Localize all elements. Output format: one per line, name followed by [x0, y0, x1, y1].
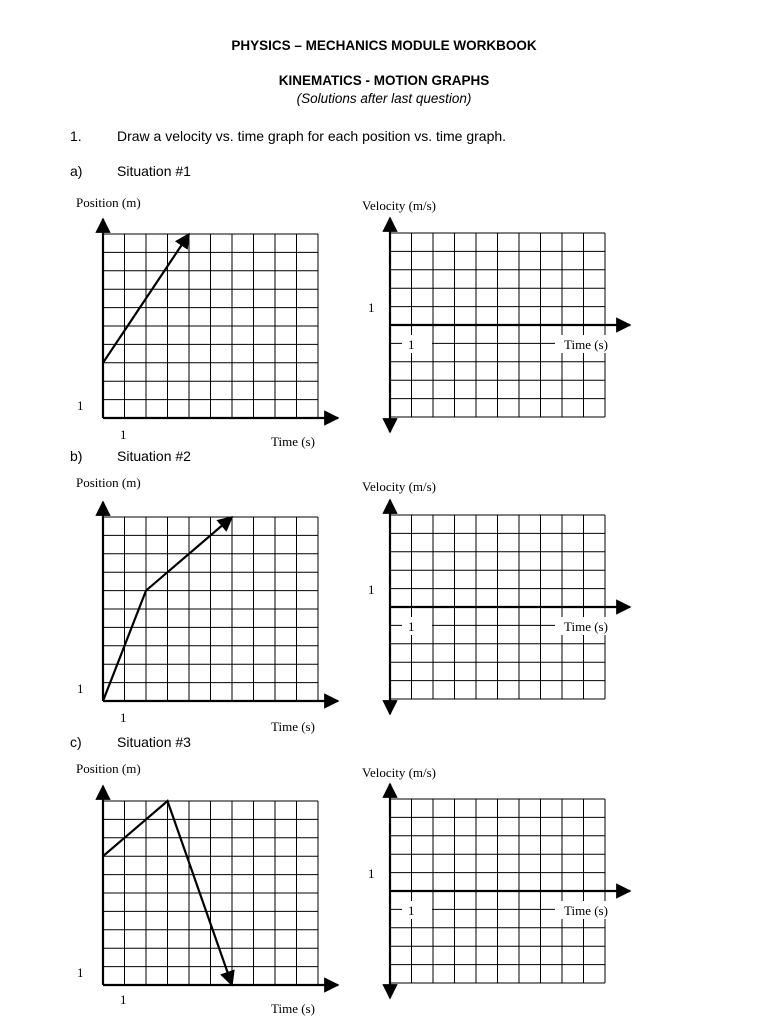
position-y-axis-label: Position (m)	[76, 475, 141, 490]
position-y-tick-label: 1	[77, 965, 84, 980]
workbook-title: PHYSICS – MECHANICS MODULE WORKBOOK	[231, 38, 537, 53]
situation-a-label: Situation #1	[117, 163, 191, 179]
situation-c-letter: c)	[70, 734, 82, 750]
velocity-x-tick-label: 1	[408, 337, 415, 352]
position-x-tick-label: 1	[120, 427, 127, 442]
question-number: 1.	[70, 128, 82, 144]
velocity-y-axis-label: Velocity (m/s)	[362, 198, 437, 213]
situation-c-label: Situation #3	[117, 734, 191, 750]
velocity-y-tick-label: 1	[368, 582, 375, 597]
situation-b-label: Situation #2	[117, 448, 191, 464]
position-x-axis-label: Time (s)	[271, 434, 315, 449]
solutions-note: (Solutions after last question)	[296, 91, 472, 106]
velocity-tick-label-box	[402, 617, 432, 635]
section-title: KINEMATICS - MOTION GRAPHS	[278, 73, 490, 88]
velocity-x-tick-label: 1	[408, 903, 415, 918]
velocity-y-tick-label: 1	[368, 866, 375, 881]
velocity-x-tick-label: 1	[408, 619, 415, 634]
position-x-axis-label: Time (s)	[271, 1001, 315, 1016]
position-y-axis-label: Position (m)	[76, 761, 141, 776]
situation-b-letter: b)	[70, 448, 83, 464]
velocity-tick-label-box	[402, 901, 432, 919]
position-x-tick-label: 1	[120, 710, 127, 725]
question-text: Draw a velocity vs. time graph for each position vs. time graph.	[117, 128, 507, 144]
position-y-tick-label: 1	[77, 398, 84, 413]
position-x-tick-label: 1	[120, 992, 127, 1007]
velocity-y-axis-label: Velocity (m/s)	[362, 765, 437, 780]
situation-a-letter: a)	[70, 163, 83, 179]
velocity-x-axis-label: Time (s)	[564, 619, 608, 634]
velocity-tick-label-box	[402, 335, 432, 353]
velocity-x-axis-label: Time (s)	[564, 903, 608, 918]
position-x-axis-label: Time (s)	[271, 719, 315, 734]
velocity-y-axis-label: Velocity (m/s)	[362, 479, 437, 494]
position-y-tick-label: 1	[77, 681, 84, 696]
position-y-axis-label: Position (m)	[76, 195, 141, 210]
velocity-y-tick-label: 1	[368, 300, 375, 315]
velocity-x-axis-label: Time (s)	[564, 337, 608, 352]
